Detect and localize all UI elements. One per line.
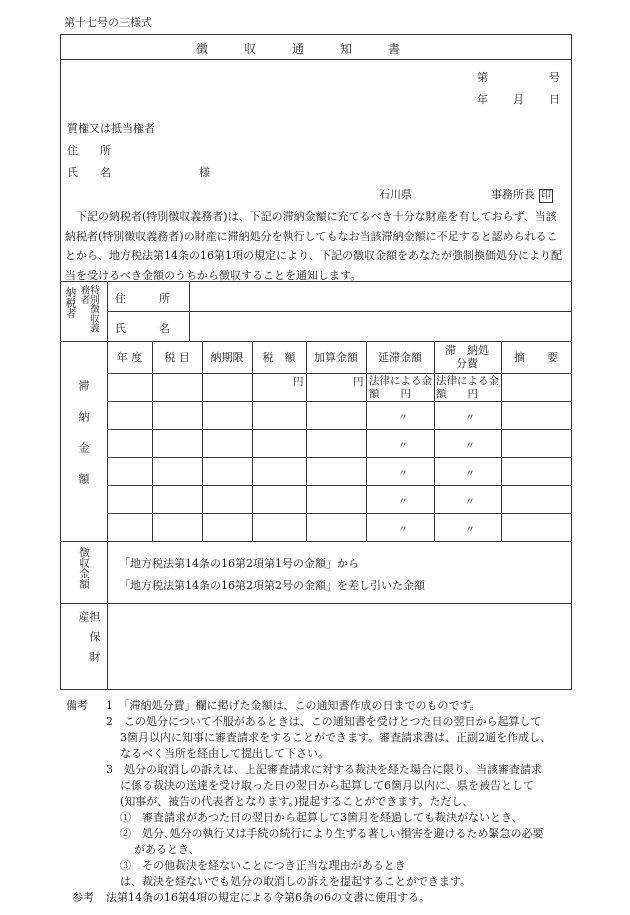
note-item-3: 3 処分の取消しの訴えは、上記審査請求に対する裁決を経た場合に限り、当該審査請求 — [106, 763, 542, 776]
divider-taxpayer-top — [61, 281, 571, 282]
ditto-late-fee-row-3: 〃 — [398, 441, 408, 452]
taxpayer-field-border — [189, 281, 190, 341]
recipient-address-label: 住 所 — [67, 144, 111, 157]
col-header-disposal-fee: 滞 納処分費 — [445, 344, 489, 370]
divider-taxpayer-bottom — [61, 341, 571, 342]
ditto-late-fee-row-2: 〃 — [398, 413, 408, 424]
col-line-6 — [434, 341, 435, 541]
prefecture-name: 石川県 — [379, 188, 412, 201]
col-line-7 — [501, 341, 502, 541]
ditto-disposal-row-3: 〃 — [465, 441, 475, 452]
date-month-label: 月 — [513, 93, 524, 106]
reference-heading: 参考 — [72, 891, 94, 904]
collateral-label-border — [107, 603, 108, 689]
notice-form — [60, 34, 572, 690]
arrears-label-border — [107, 341, 108, 541]
special-collector-text: 特別徴収義務者 — [78, 285, 99, 333]
recipient-heading: 質権又は抵当権者 — [67, 122, 155, 135]
taxpayer-name-label: 氏 名 — [115, 322, 170, 335]
title-row — [61, 35, 571, 60]
arrears-label: 滞納金額 — [77, 380, 90, 504]
collection-line-1: 「地方税法第14条の16第2項第1号の金額」から — [119, 557, 359, 570]
date-year-label: 年 — [477, 93, 488, 106]
col-header-due-date: 納期限 — [210, 351, 244, 364]
additional-amount-unit: 円 — [353, 376, 364, 388]
col-header-tax-amount: 税 額 — [262, 351, 296, 364]
col-header-fiscal-year: 年 度 — [116, 351, 143, 364]
note-item-2-cont-2: なるべく当所を経由して提出して下さい。 — [120, 747, 329, 760]
note-item-3-case-2-cont: があるとき、 — [134, 843, 200, 856]
ditto-late-fee-row-6: 〃 — [398, 525, 408, 536]
col-line-5 — [366, 341, 367, 541]
note-item-2: 2 この処分について不服があるときは、この通知書を受けとつた日の翌日から起算して — [106, 715, 542, 728]
form-code: 第十七号の三様式 — [64, 16, 152, 29]
note-item-2-cont-1: 3箇月以内に知事に審査請求をすることができます。審査請求書は、正副2通を作成し、 — [120, 731, 552, 744]
number-label-go: 号 — [549, 71, 560, 84]
tax-amount-unit: 円 — [293, 376, 304, 388]
note-item-3-case-3: ③ その他裁決を経ないことにつき正当な理由があるとき — [120, 859, 406, 872]
col-header-tax-item: 税 目 — [164, 351, 190, 364]
seal-mark: 印 — [541, 190, 551, 201]
note-item-3-cont-2: (知事が、被告の代表者となります。)提起することができます。ただし、 — [120, 795, 474, 808]
note-item-1: 1 「滞納処分費」欄に掲げた金額は、この通知書作成の日までのものです。 — [106, 699, 481, 712]
notes-section — [66, 698, 586, 906]
divider-taxpayer-mid — [107, 311, 571, 312]
issuer-office-head — [491, 186, 553, 203]
col-line-2 — [202, 341, 203, 541]
col-line-3 — [252, 341, 253, 541]
disposal-fee-legal-amount: 法律による金額 円 — [436, 375, 499, 400]
notice-body: 下記の納税者(特別徴収義務者)は、下記の滞納金額に充てるべき十分な財産を有しておらず、当該納税者(特別徴収義務者)の財産に滞納処分を執行してもなお当該滞納金額に不足すると認められることから、地方税法第14条の16第1項の規定により、下記の徴収金額をあなたが強制換価処分により配当を受けるべき金額のうちから徴収することを通知します。 — [65, 210, 562, 282]
ditto-late-fee-row-4: 〃 — [398, 469, 408, 480]
office-head-label: 事務所長 — [491, 188, 535, 201]
taxpayer-label: 納税者 — [64, 287, 77, 319]
document-title: 徴収通知書 — [195, 42, 436, 56]
collection-line-2: 「地方税法第14条の16第2項第2号の金額」を差し引いた金額 — [119, 579, 425, 592]
note-item-3-case-2: ② 処分､処分の執行又は手続の続行により生ずる著しい損害を避けるため緊急の必要 — [120, 827, 544, 840]
ditto-disposal-row-6: 〃 — [465, 525, 475, 536]
col-header-additional: 加算金額 — [314, 351, 358, 364]
ditto-late-fee-row-5: 〃 — [398, 497, 408, 508]
col-line-1 — [152, 341, 153, 541]
reference-text: 法第14条の16第4項の規定による令第6条の6の文書に使用する。 — [106, 891, 430, 904]
col-header-late-fee: 延滞金額 — [378, 351, 422, 364]
ditto-disposal-row-2: 〃 — [465, 413, 475, 424]
ditto-disposal-row-4: 〃 — [465, 469, 475, 480]
col-header-remarks: 摘 要 — [514, 351, 558, 364]
collection-bottom-line — [61, 603, 571, 604]
note-item-3-conclusion: は、裁決を経ないでも処分の取消しの訴えを提起することができます。 — [120, 875, 472, 888]
special-collector-label — [79, 285, 98, 337]
date-day-label: 日 — [549, 93, 560, 106]
notes-heading: 備考 — [66, 699, 88, 712]
col-line-4 — [306, 341, 307, 541]
number-label-dai: 第 — [477, 71, 488, 84]
taxpayer-label-border — [107, 281, 108, 341]
late-fee-legal-amount: 法律による金額 円 — [369, 375, 432, 400]
recipient-name-label: 氏 名 — [67, 166, 111, 179]
note-item-3-case-1: ① 審査請求があつた日の翌日から起算して3箇月を経過しても裁決がないとき、 — [120, 811, 523, 824]
note-item-3-cont-1: に係る裁決の送達を受け取った日の翌日から起算して6箇月以内に、県を被告として — [120, 779, 534, 792]
taxpayer-address-label: 住 所 — [115, 292, 170, 305]
honorific: 様 — [199, 166, 210, 179]
arrears-bottom-line — [61, 541, 571, 542]
collateral-label: 担保財産 — [77, 611, 101, 671]
ditto-disposal-row-5: 〃 — [465, 497, 475, 508]
collection-label-border — [107, 541, 108, 603]
collection-label: 徴収金額 — [78, 547, 91, 589]
